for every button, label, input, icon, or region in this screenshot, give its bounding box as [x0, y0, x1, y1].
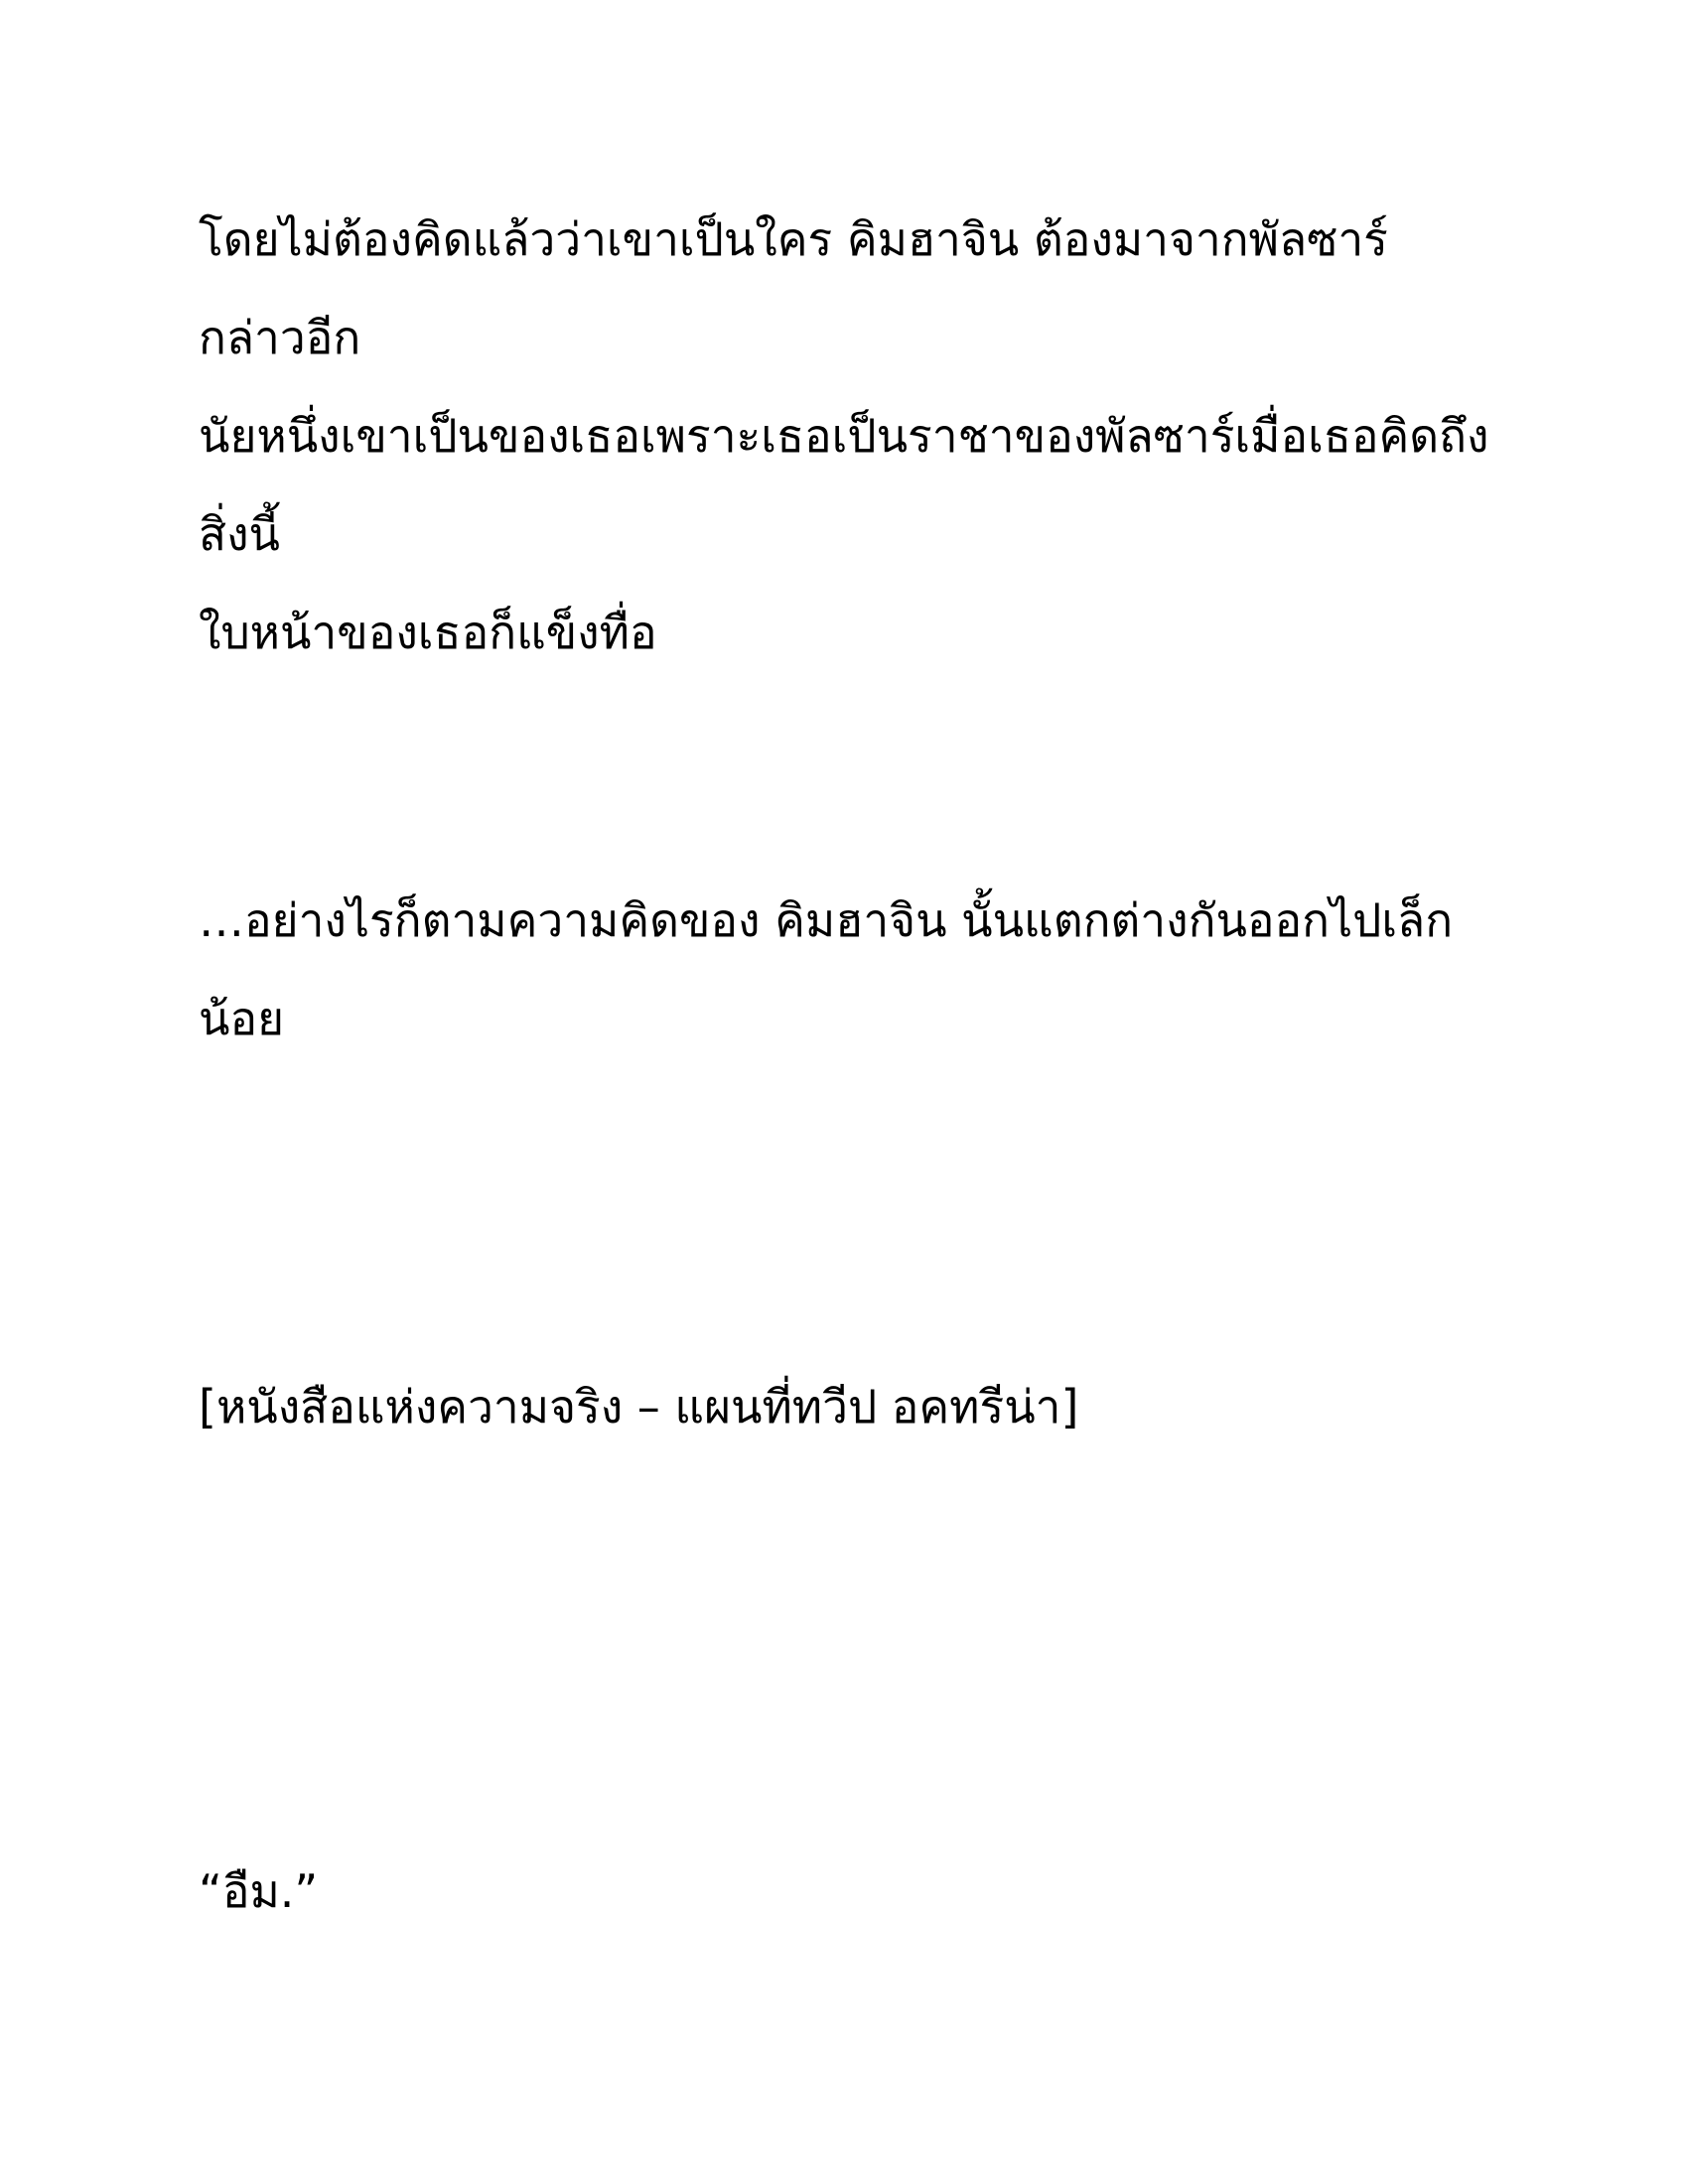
paragraph-ellipsis: …อย่างไรก็ตามความคิดของ คิมฮาจิน นั้นแตกต่างกันออกไปเล็กน้อย [199, 893, 1454, 1045]
paragraph-narration: โดยไม่ต้องคิดแล้วว่าเขาเป็นใคร คิมฮาจิน ต้องมาจากพัลซาร์ กล่าวอีก นัยหนึ่งเขาเป็นของเธอเพราะเธอเป็นราชาของพัลซาร์เมื่อเธอคิดถึงสิ่งนี้ ใบหน้าของเธอก็แข็งทื่อ [199, 212, 1489, 659]
paragraph-dialogue: “อืม.” [199, 1864, 319, 1918]
paragraph-system-message: [หนังสือแห่งความจริง – แผนที่ทวีป อคทรีน่า] [199, 1380, 1079, 1433]
